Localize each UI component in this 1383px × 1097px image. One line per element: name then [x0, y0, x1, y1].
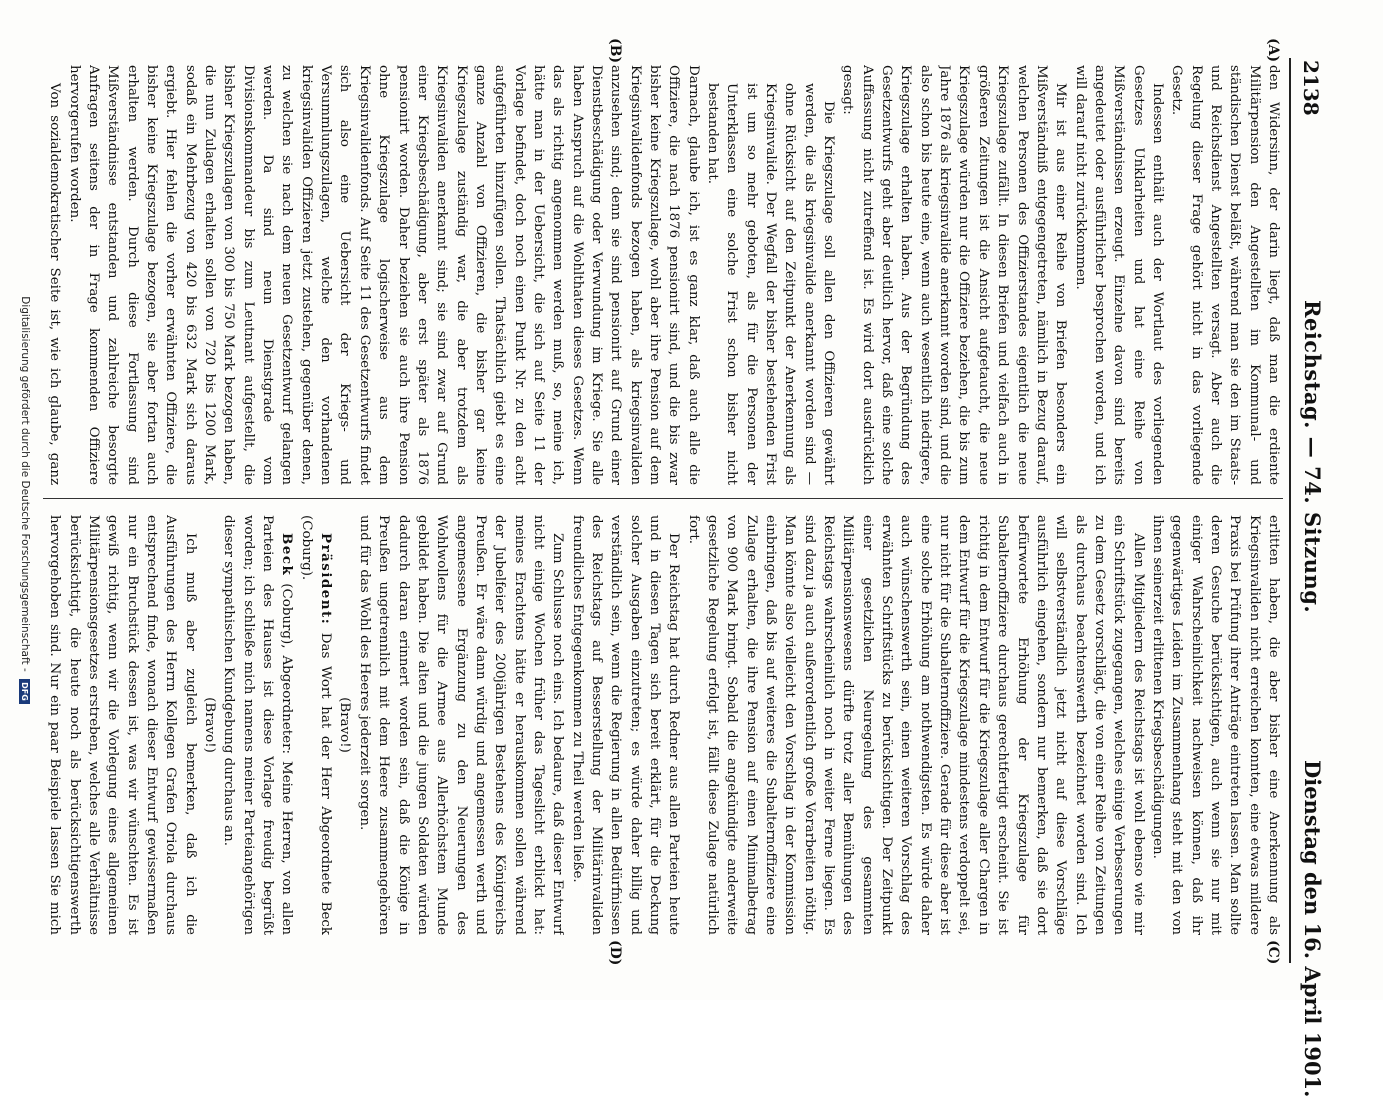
speaker-label: Beck: [279, 533, 296, 577]
left-column: [43, 65, 1283, 485]
paragraph: Ich muß aber zugleich bemerken, daß ich die Ausführungen des Herrn Kollegen Grafen Oriola durchaus entsprechend finde, wonach dieser Entwurf gewissermaßen nur ein Bruchstück dessen ist, was wir wünschten. Es ist gewiß richtig, wenn wir die Vorlegung eines allgemeinen Militärpensionsgesetzes erstreben, welches alle Verhältnisse berücksichtigt, die heute noch als berücksichtigenswerth hervorgehoben sind. Nur ein paar Beispiele lassen Sie mich: [47, 515, 198, 935]
page-number: 2138: [1299, 60, 1323, 116]
president-text: Das Wort hat der Herr Abgeordnete Beck (Coburg).: [298, 515, 334, 935]
paragraph: Darnach, glaube ich, ist es ganz klar, daß auch alle die Offiziere, die nach 1876 pensionirt sind, und die bis zwar bisher keine Kriegszulage, wohl aber ihre Pension auf dem Kriegsinvalidenfonds bezogen haben, als kriegsinvaliden anzusehen sind; denn sie sind pensionirt auf Grund einer Dienstbeschädigung oder Verwundung im Kriege. Sie alle haben Anspruch auf die Wohlthaten dieses Gesetzes. Wenn das als richtig angenommen werden muß, so, meine ich, hätte man in der Uebersicht, die sich auf Seite 11 der Vorlage befindet, doch noch einen Punkt Nr. zu den acht aufgeführten hinzufügen sollen. Thatsächlich giebt es eine ganze Anzahl von Offizieren, die bisher gar keine Kriegszulage zuständig war, die aber trotzdem als Kriegsinvaliden anerkannt sind; sie sind zwar auf Grund einer Kriegsbeschädigung, aber erst später als 1876 pensionirt worden. Daher beziehen sie auch ihre Pension ohne Kriegszulage logischerweise aus dem Kriegsinvalidenfonds. Auf Seite 11 des Gesetzentwurfs findet sich also eine Uebersicht der Kriegs- und Versummlungszulagen, welche den vorhandenen kriegsinvaliden Offizieren jetzt zustehen, gegenüber denen, zu welchen sie nach dem neuen Gesetzentwurf gelangen werden. Da sind neun Dienstgrade vom Divisionskommandeur bis zum Leutnant aufgestellt, die bisher Kriegszulagen von 300 bis 750 Mark bezogen haben, die nun Zulagen erhalten sollen von 720 bis 1200 Mark, sodaß ein Mehrbezug von 420 bis 632 Mark sich daraus ergiebt. Hier fehlen die vorher erwähnten Offiziere, die bisher keine Kriegszulage bezogen, sie aber fortan auch erhalten werden. Durch diese Fortlassung sind Mißverständnisse entstanden und zahlreiche besorgte Anfragen seitens der in Frage kommenden Offiziere hervorgerufen worden.: [66, 65, 701, 485]
footer: [19, 0, 31, 1000]
paragraph: Von sozialdemokratischer Seite ist, wie ich glaube, ganz: [47, 83, 63, 485]
paragraph: den Widersinn, der darin liegt, daß man die erdiente Militärpension den Angestellten im Kommunal- und ständischen Dienst beläßt, während man sie den im Staats- und Reichsdienst Angestellten versagt. Aber auch die Regelung dieser Frage gehört nicht in das vorliegende Gesetz.: [1169, 65, 1281, 485]
right-column: [43, 515, 1283, 935]
paragraph: erlitten haben, die aber bisher eine Anerkennung als Kriegsinvaliden nicht erreichen konnten, eine etwas mildere Praxis bei Prüfung ihrer Anträge eintreten lassen. Man sollte deren Gesuche berücksichtigen, auch wenn sie nur mit einiger Wahrscheinlichkeit nachweisen können, daß ihr gegenwärtiges Leiden im Zusammenhang steht mit den von ihnen seinerzeit erlittenen Kriegsbeschädigungen.: [1149, 515, 1281, 935]
block-quote: Die Kriegszulage soll allen den Offizieren gewährt werden, die als kriegsinvalide anerkannt worden sind — ohne Rücksicht auf den Zeitpunkt der Anerkennung als Kriegsinvalide. Der Wegfall der bisher bestehenden Frist ist um so mehr geboten, als für die Personen der Unterklassen eine solche Frist schon bisher nicht bestanden hat.: [705, 83, 837, 485]
speaker-remark: [219, 515, 296, 935]
running-head: Reichstag. — 74. Sitzung.: [1300, 300, 1325, 614]
paragraph: Allen Mitgliedern des Reichstags ist wohl ebenso wie mir ein Schriftstück zugegangen, welches einige Verbesserungen zu dem Gesetz vorschlägt, die von einer Reihe von Zeitungen als durchaus beachtenswerth bezeichnet worden sind. Ich will selbstverständlich jetzt nicht auf diese Vorschläge ausführlich eingehen, sondern nur bemerken, daß sie dort befürwortete Erhöhung der Kriegszulage für Subalternoffiziere durchaus gerechtfertigt erscheint. Sie ist richtig in dem Entwurf für die Kriegszulage aller Chargen in dem Entwurf für die Kriegszulage mindestens verdoppelt sei, nur nicht für die Subalternoffiziere. Gerade für diese aber ist eine solche Erhöhung am nothwendigsten. Es würde daher auch wünschenswerth sein, einen weiteren Vorschlag des erwähnten Schriftstücks zu berücksichtigen. Der Zeitpunkt einer gesetzlichen Neuregelung des gesammten Militärpensionswesens dürfte trotz aller Bemühungen des Reichstags wahrscheinlich noch in weiter Ferne liegen. Es sind dazu ja auch außerordentlich große Vorarbeiten nöthig. Man könnte also vielleicht den Vorschlag in der Kommission einbringen, daß bis auf weiteres die Subalternoffiziere eine Zulage erhalten, die ihre Pension auf einen Minimalbetrag von 900 Mark bringt. Sobald die angekündigte anderweite gesetzliche Regelung erfolgt ist, fällt diese Zulage natürlich fort.: [685, 515, 1146, 935]
footer-credit: Digitalisierung gefördert durch die Deutsche Forschungsgemeinschaft -: [19, 296, 31, 672]
interjection: (Bravo!): [337, 697, 353, 753]
margin-marker-a: (A): [1265, 38, 1281, 63]
header-rule: [1289, 58, 1291, 963]
president-remark: [296, 515, 335, 935]
paragraph: Indessen enthält auch der Wortlaut des vorliegenden Gesetzes Unklarheiten und hat eine Reihe von Mißverständnissen erzeugt. Einzelne davon sind bereits angedeutet oder ausführlicher besprochen worden, und ich will darauf nicht zurückkommen.: [1072, 65, 1165, 485]
margin-marker-d: (D): [607, 940, 623, 966]
interjection: (Bravo!): [202, 697, 218, 753]
president-label: Präsident:: [318, 533, 335, 626]
running-head-date: Dienstag den 16. April 1901.: [1300, 760, 1325, 1097]
margin-marker-c: (C): [1265, 940, 1281, 965]
paragraph: Der Reichstag hat durch Redner aus allen Parteien heute und in diesen Tagen sich bereit erklärt, für die Deckung solcher Ausgaben einzutreten; es würde daher billig und verständlich sein, wenn die Regierung in allen Bedürfnissen des Reichstags auf Besserstellung der Militärinvaliden freundliches Entgegenkommen zu Theil werden ließe.: [569, 515, 682, 935]
dfg-logo-icon: DFG: [19, 679, 30, 704]
paragraph: Zum Schlusse noch eins. Ich bedaure, daß dieser Entwurf nicht einige Wochen früher das Tageslicht erblickt hat: meines Erachtens hätte er herauskommen sollen während der Jubelfeier des 200jährigen Bestehens des Königreichs Preußen. Er wäre dann würdig und angemessen werth und angemessene Ergänzung zu den Neuerungen des Wohlwollens für die Armee aus Allerhöchstem Munde gebildet haben. Die alten und die jungen Soldaten würden dadurch daran erinnert worden sein, daß die Könige in Preußen ungetrennlich mit dem Heere zusammengehören und für das Wohl des Heeres jederzeit sorgen.: [356, 515, 566, 935]
paragraph: Mir ist aus einer Reihe von Briefen besonders ein Mißverständniß entgegengetreten, nämlich in Bezug darauf, welchen Personen des Offizierstandes eigentlich die neue Kriegszulage zufällt. In diesen Briefen und vielfach auch in größeren Zeitungen ist die Ansicht aufgetaucht, die neue Kriegszulage würden nur die Offiziere beziehen, die bis zum Jahre 1876 als kriegsinvalide anerkannt worden sind, und die also schon bis heute eine, wenn auch wesentlich niedrigere, Kriegszulage erhalten haben. Aus der Begründung des Gesetzentwurfs geht aber deutlich hervor, daß eine solche Auffassung nicht zutreffend ist. Es wird dort ausdrücklich gesagt:: [840, 65, 1069, 485]
speaker-text: (Coburg), Abgeordneter: Meine Herren, von allen Parteien des Hauses ist diese Vorlage freudig begrüßt worden; ich schließe mich namens meiner Parteiangehörigen dieser sympathischen Kundgebung durchaus an.: [221, 515, 295, 935]
margin-marker-b: (B): [607, 38, 623, 64]
column-divider: [43, 498, 1283, 499]
